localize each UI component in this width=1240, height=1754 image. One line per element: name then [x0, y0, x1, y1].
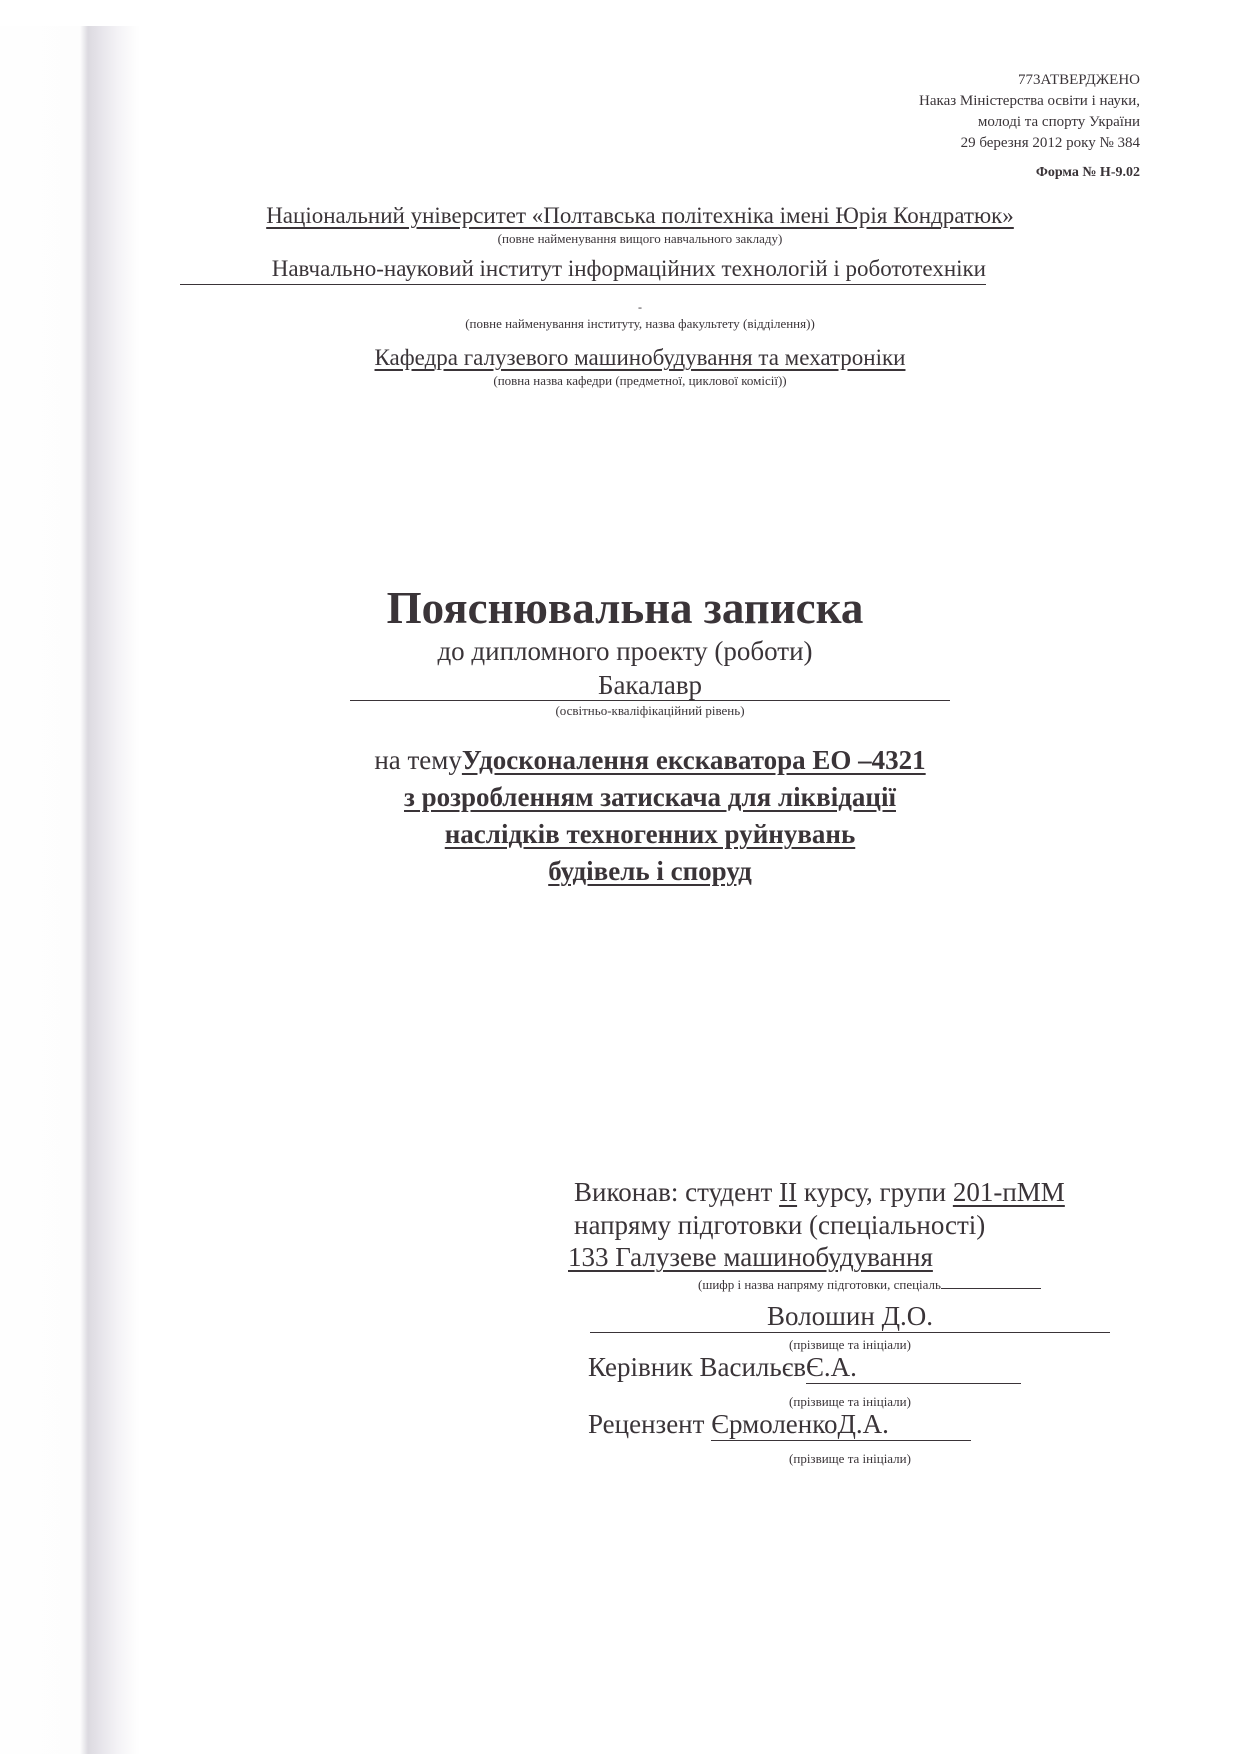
course-value: ІІ [779, 1177, 798, 1207]
supervisor-initials: Є.А. [806, 1352, 857, 1382]
scan-margin [0, 0, 140, 26]
department-block [180, 345, 1100, 389]
approval-line-3: молоді та спорту України [977, 114, 1140, 130]
scan-spine-shadow [0, 0, 140, 1754]
reviewer-caption: (прізвище та ініціали) [789, 1451, 911, 1466]
topic-prefix: на тему [374, 745, 462, 775]
student-name: Волошин Д.О. [590, 1300, 1110, 1333]
qualification-caption: (освітньо-кваліфікаційний рівень) [555, 703, 745, 718]
supervisor-label: Керівник Васильєв [588, 1352, 807, 1382]
university-name: Національний університет «Полтавська політехніка імені Юрія Кондратюк» [266, 203, 1014, 228]
supervisor-caption: (прізвище та ініціали) [789, 1394, 911, 1409]
institute-block [180, 256, 986, 285]
approval-block [919, 70, 1140, 154]
reviewer-name: ЄрмоленкоД.А. [711, 1409, 889, 1439]
department-caption: (повна назва кафедри (предметної, циклової комісії)) [493, 373, 787, 388]
reviewer-block [588, 1409, 971, 1441]
document-title: Пояснювальна записка [386, 583, 864, 633]
reviewer-line [711, 1409, 971, 1441]
department-name: Кафедра галузевого машинобудування та мехатроніки [374, 345, 906, 370]
direction-label: напряму підготовки (спеціальності) [574, 1210, 986, 1240]
approval-line-1: 773АТВЕРДЖЕНО [1017, 72, 1140, 88]
form-number: Форма № Н-9.02 [1035, 165, 1140, 180]
stray-mark: - [638, 300, 642, 314]
course-label: курсу, групи [803, 1177, 947, 1207]
supervisor-line [806, 1352, 1021, 1384]
supervisor-block [588, 1352, 1021, 1384]
qualification-level: Бакалавр [350, 670, 950, 701]
reviewer-label: Рецензент [588, 1409, 705, 1439]
group-value: 201-пММ [952, 1177, 1065, 1207]
approval-line-4: 29 березня 2012 року № 384 [960, 135, 1140, 151]
topic-line-2: з розробленням затискача для ліквідації [404, 782, 896, 812]
institute-caption: (повне найменування інституту, назва факультету (відділення)) [465, 316, 815, 331]
performed-by [574, 1176, 1065, 1242]
approval-line-2: Наказ Міністерства освіти і науки, [919, 93, 1140, 109]
specialty-value: 133 Галузеве машинобудування [568, 1242, 933, 1272]
topic-line-4: будівель і споруд [548, 856, 752, 886]
specialty-caption [698, 1277, 1041, 1293]
topic-block [300, 742, 1000, 890]
university-caption: (повне найменування вищого навчального закладу) [497, 231, 783, 246]
institute-name: Навчально-науковий інститут інформаційних технологій і робототехніки [180, 256, 986, 285]
specialty-caption-text: (шифр і назва напряму підготовки, спеціаль [698, 1277, 941, 1292]
performed-label: Виконав: студент [574, 1177, 773, 1207]
specialty-block [568, 1242, 933, 1273]
university-block [180, 203, 1100, 247]
student-name-caption: (прізвище та ініціали) [789, 1337, 911, 1352]
topic-line-1: Удосконалення екскаватора ЕО –4321 [461, 745, 926, 775]
topic-line-3: наслідків техногенних руйнувань [444, 819, 856, 849]
document-subtitle: до дипломного проекту (роботи) [437, 636, 813, 666]
